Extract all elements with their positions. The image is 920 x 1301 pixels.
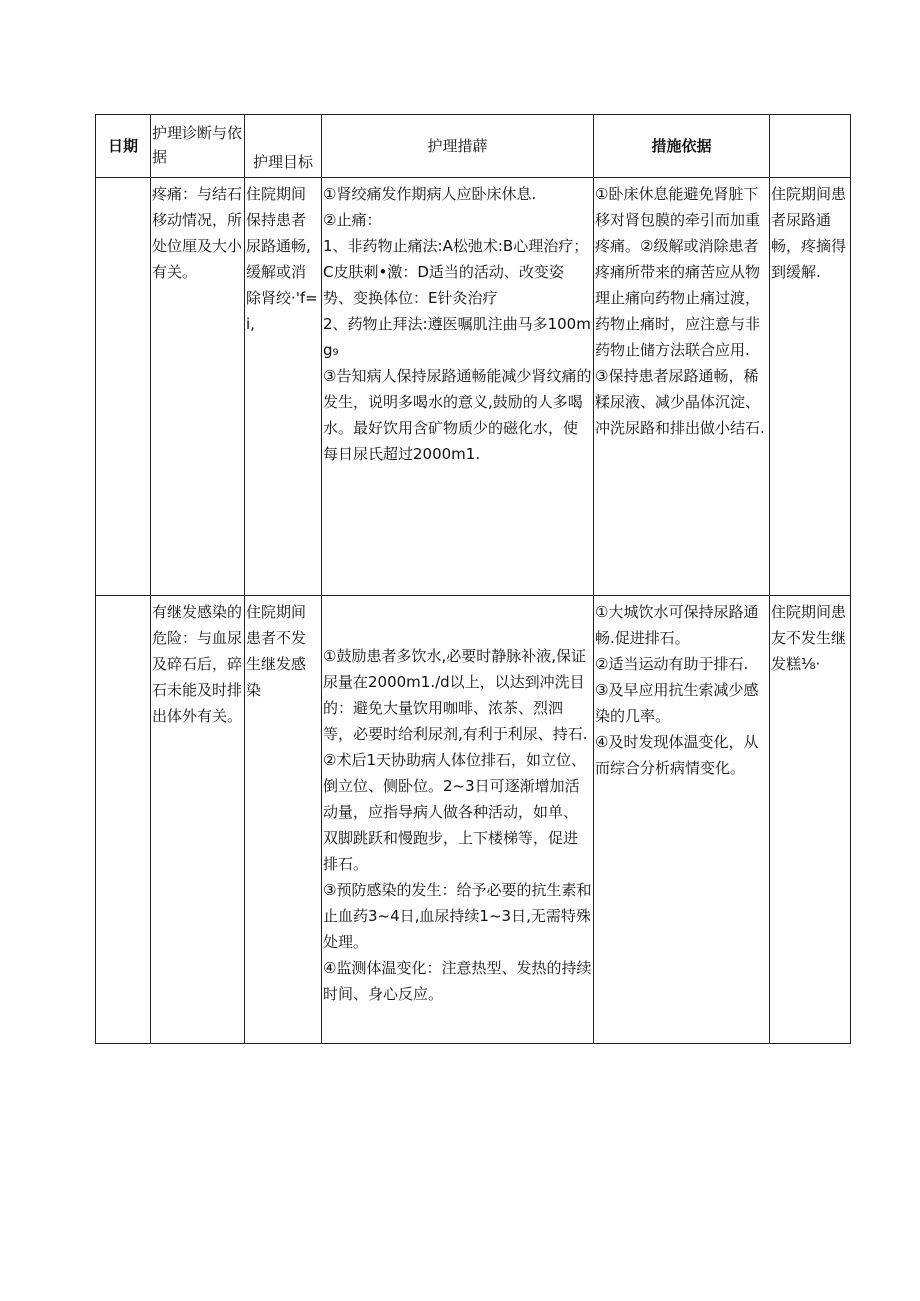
row-date-cell <box>96 596 151 1044</box>
measure-paragraph: ③预防感染的发生：给予必要的抗生素和止血药3~4日,血尿持续1~3日,无需特殊处理。 <box>323 881 592 951</box>
basis-paragraph: ①卧床休息能避免肾脏下移对肾包膜的牵引而加重疼痛。②级解或消除患者疼痛所带来的痛苦应从物理止痛向药物止痛过渡，药物止痛时，应注意与非药物止储方法联合应用. <box>595 185 761 359</box>
row-goal-cell: 住院期间保持患者尿路通畅,缓解或消除肾绞·'f=i, <box>245 178 322 596</box>
header-diagnosis: 护理诊断与依据 <box>151 115 245 178</box>
header-evaluation <box>770 115 851 178</box>
header-goal: 护理目标 <box>245 115 322 178</box>
row-diagnosis-cell: 有继发感染的危险：与血尿及碎石后，碎石未能及时排出体外有关。 <box>151 596 245 1044</box>
header-measures: 护理措薜 <box>322 115 594 178</box>
table-row <box>96 596 851 1044</box>
row-measures-cell <box>322 178 594 596</box>
row-evaluation-cell: 住院期间患者尿路通畅，疼摘得到缓解. <box>770 178 851 596</box>
measure-paragraph: ①肾绞痛发作期病人应卧床休息. <box>323 185 537 203</box>
row-evaluation-cell: 住院期间患友不发生继发糕⅛· <box>770 596 851 1044</box>
measure-paragraph: ④监测体温变化：注意热型、发热的持续时间、身心反应。 <box>323 959 592 1003</box>
table-row <box>96 178 851 596</box>
header-date: 日期 <box>96 115 151 178</box>
row-goal-cell: 住院期间患者不发生继发感染 <box>245 596 322 1044</box>
measure-paragraph: ①鼓励患者多饮水,必要时静脉补液,保证尿量在2000m1./d以上，以达到冲洗目的：避免大量饮用咖啡、浓茶、烈泗等，必要时给利尿剂,有利于利尿、持石.②术后1天协助病人体位排石，如立位、倒立位、侧卧位。2~3日可逐渐增加活动量，应指导病人做各种活动，如单、双脚跳跃和慢跑步，上下楼梯等，促进排石。 <box>323 647 588 873</box>
header-basis: 措施依据 <box>594 115 770 178</box>
measure-paragraph: 2、药物止拜法:遵医嘱肌注曲马多100mg₉ <box>323 315 591 359</box>
row-diagnosis-cell: 疼痛：与结石移动情况，所处位厘及大小有关。 <box>151 178 245 596</box>
measure-paragraph: ③告知病人保持尿路通畅能减少肾纹痛的发生，说明多喝水的意义,鼓励的人多喝水。最好饮用含矿物质少的磁化水，使每日尿氏超过2000m1. <box>323 367 592 463</box>
basis-paragraph: ②适当运动有助于排石. <box>595 655 749 673</box>
basis-paragraph: ④及时发现体温变化，从而综合分析病情变化。 <box>595 733 759 777</box>
measure-paragraph: 1、非药物止痛法:A松弛术:B心理治疗；C皮肤刺•激：D适当的活动、改变姿势、变换体位：E针灸治疗 <box>323 237 589 307</box>
table-header-row <box>96 115 851 178</box>
basis-paragraph: ①大城饮水可保持尿路通畅.促进排石。 <box>595 603 759 647</box>
basis-paragraph: ③及早应用抗生索减少感染的几率。 <box>595 681 759 725</box>
measure-paragraph: ②止痛： <box>323 211 382 229</box>
basis-paragraph: ③保持患者尿路通畅，稀糅尿液、减少晶体沉淀、冲洗尿路和排出做小结石. <box>595 367 765 437</box>
nursing-care-plan-table <box>95 114 851 1044</box>
row-date-cell <box>96 178 151 596</box>
row-basis-cell <box>594 596 770 1044</box>
row-basis-cell <box>594 178 770 596</box>
row-measures-cell <box>322 596 594 1044</box>
